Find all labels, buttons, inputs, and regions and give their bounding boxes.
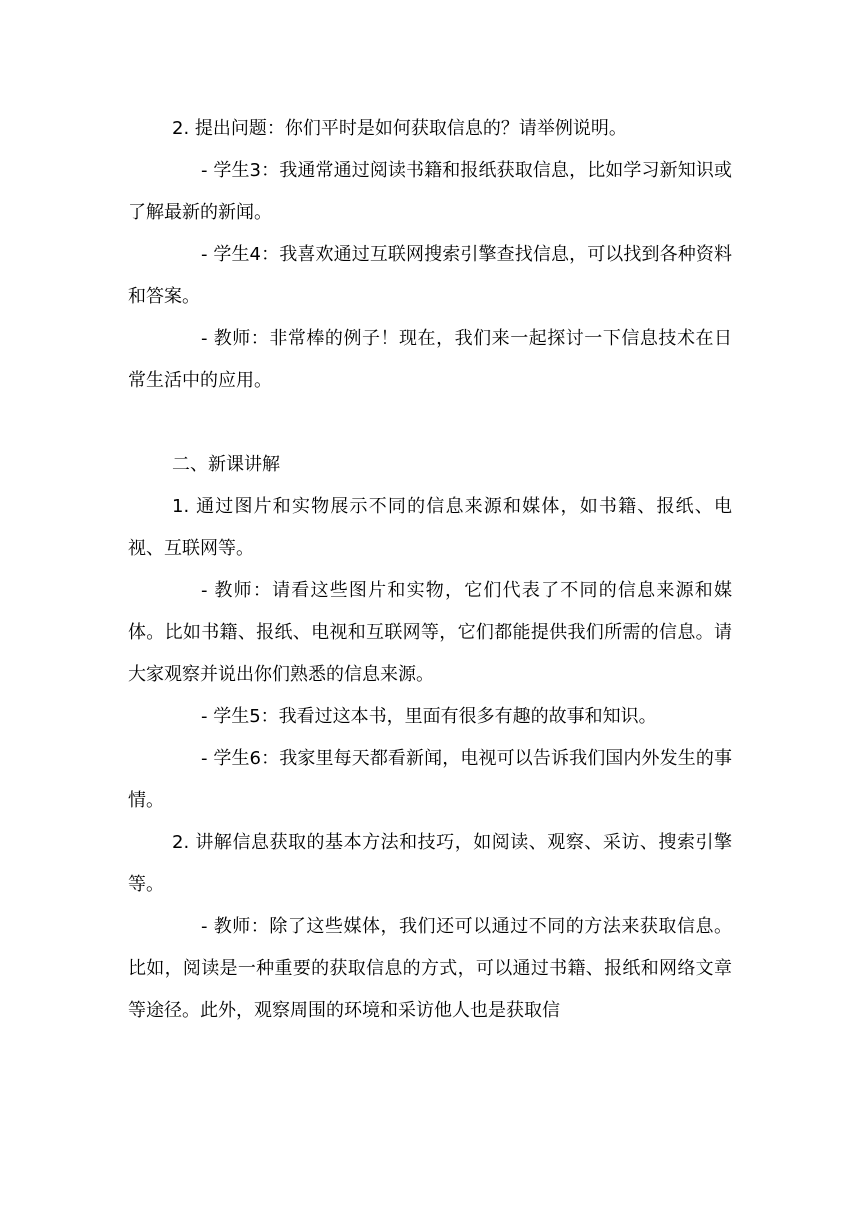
- document-body: [128, 108, 732, 1032]
- teacher-explanation-2: - 教师：除了这些媒体，我们还可以通过不同的方法来获取信息。比如，阅读是一种重要的获取信息的方式，可以通过书籍、报纸和网络文章等途径。此外，观察周围的环境和采访他人也是获取信: [128, 916, 732, 1021]
- student-3-response: - 学生3：我通常通过阅读书籍和报纸获取信息，比如学习新知识或了解最新的新闻。: [128, 160, 732, 223]
- student-4-response: - 学生4：我喜欢通过互联网搜索引擎查找信息，可以找到各种资料和答案。: [128, 244, 732, 307]
- section-spacer: [128, 402, 732, 444]
- lesson-step-1: 1. 通过图片和实物展示不同的信息来源和媒体，如书籍、报纸、电视、互联网等。: [128, 496, 732, 559]
- teacher-explanation-1: - 教师：请看这些图片和实物，它们代表了不同的信息来源和媒体。比如书籍、报纸、电视和互联网等，它们都能提供我们所需的信息。请大家观察并说出你们熟悉的信息来源。: [128, 580, 732, 685]
- section-heading: 二、新课讲解: [172, 454, 280, 475]
- lesson-step-2: 2. 讲解信息获取的基本方法和技巧，如阅读、观察、采访、搜索引擎等。: [128, 832, 732, 895]
- teacher-response: - 教师：非常棒的例子！现在，我们来一起探讨一下信息技术在日常生活中的应用。: [128, 328, 732, 391]
- student-6-response: - 学生6：我家里每天都看新闻，电视可以告诉我们国内外发生的事情。: [128, 748, 732, 811]
- student-5-response: - 学生5：我看过这本书，里面有很多有趣的故事和知识。: [201, 706, 657, 727]
- question-item: 2. 提出问题：你们平时是如何获取信息的？请举例说明。: [172, 118, 627, 139]
